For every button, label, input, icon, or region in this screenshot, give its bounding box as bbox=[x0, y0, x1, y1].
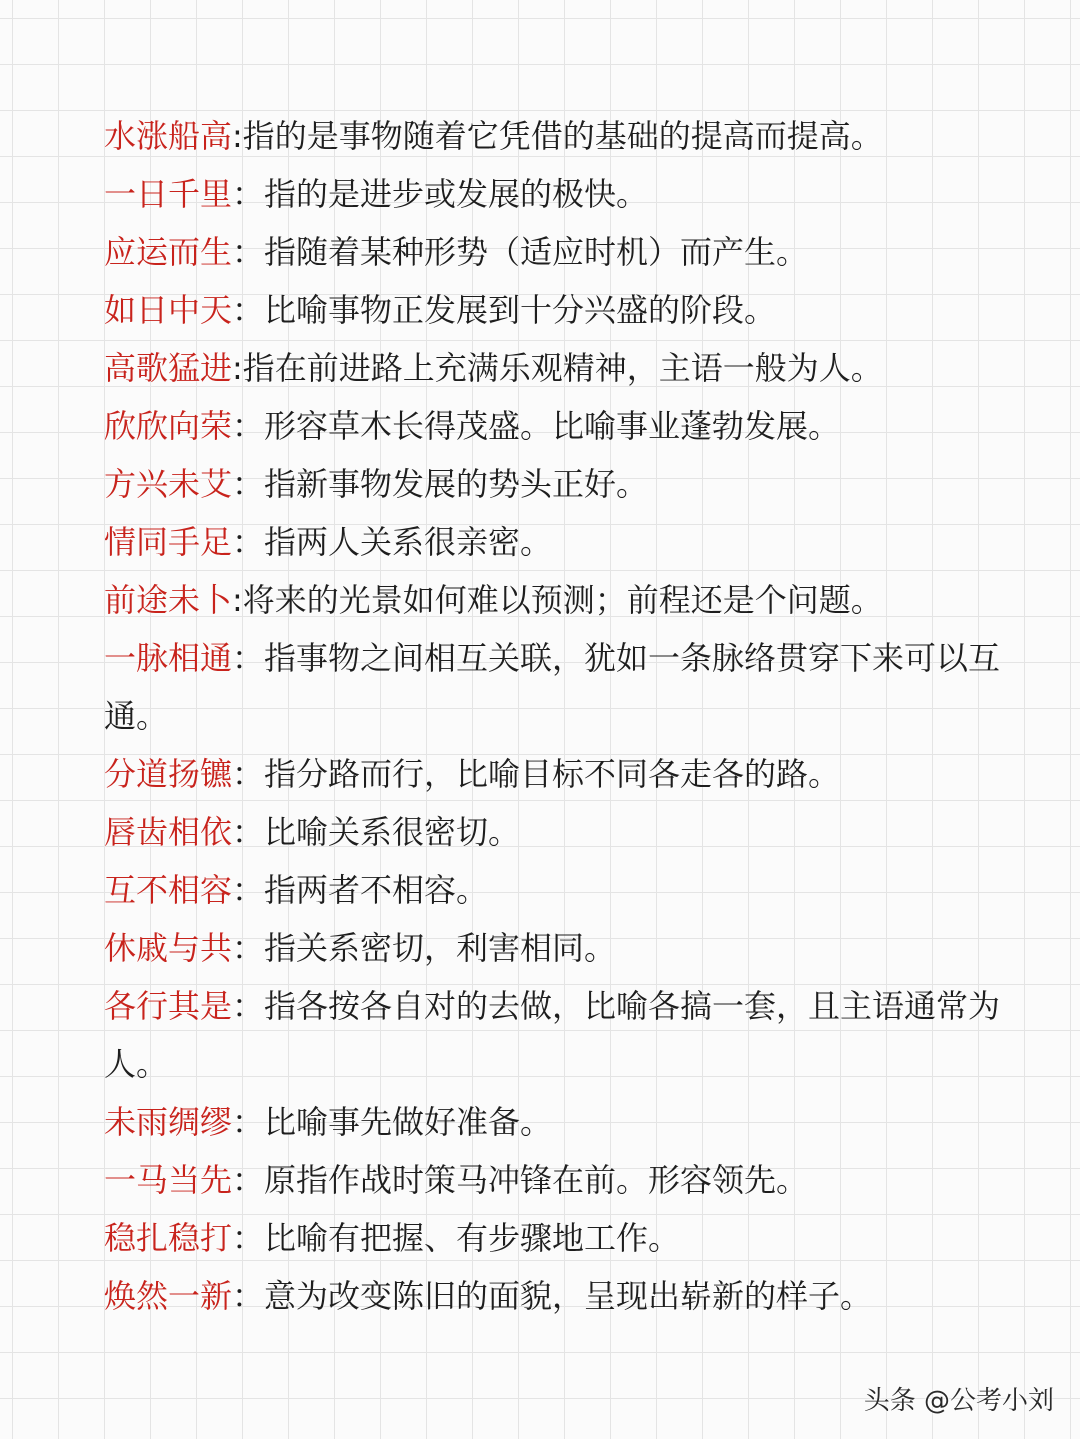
idiom-term: 一马当先 bbox=[104, 1161, 233, 1199]
idiom-separator: : bbox=[232, 349, 243, 387]
idiom-definition: 比喻事物正发展到十分兴盛的阶段。 bbox=[264, 291, 777, 329]
idiom-term: 方兴未艾 bbox=[104, 465, 233, 503]
idiom-entry bbox=[104, 107, 1004, 165]
idiom-entry bbox=[104, 223, 1004, 281]
idiom-definition: 指的是事物随着它凭借的基础的提高而提高。 bbox=[242, 117, 883, 155]
idiom-definition: 指分路而行，比喻目标不同各走各的路。 bbox=[264, 755, 841, 793]
idiom-separator: ： bbox=[232, 1277, 265, 1315]
idiom-entry bbox=[104, 339, 1004, 397]
idiom-definition: 指各按各自对的去做，比喻各搞一套，且主语通常为人。 bbox=[104, 987, 1001, 1083]
idiom-definition: 指在前进路上充满乐观精神，主语一般为人。 bbox=[242, 349, 883, 387]
idiom-separator: ： bbox=[232, 523, 265, 561]
idiom-definition: 指两者不相容。 bbox=[264, 871, 489, 909]
idiom-definition: 原指作战时策马冲锋在前。形容领先。 bbox=[264, 1161, 809, 1199]
idiom-term: 应运而生 bbox=[104, 233, 233, 271]
idiom-separator: ： bbox=[232, 987, 265, 1025]
idiom-term: 高歌猛进 bbox=[104, 349, 233, 387]
idiom-separator: : bbox=[232, 117, 243, 155]
idiom-entry bbox=[104, 629, 1004, 745]
idiom-separator: ： bbox=[232, 871, 265, 909]
idiom-definition: 将来的光景如何难以预测；前程还是个问题。 bbox=[242, 581, 883, 619]
idiom-term: 前途未卜 bbox=[104, 581, 233, 619]
idiom-definition: 指随着某种形势（适应时机）而产生。 bbox=[264, 233, 809, 271]
idiom-separator: ： bbox=[232, 1161, 265, 1199]
idiom-term: 焕然一新 bbox=[104, 1277, 233, 1315]
idiom-term: 分道扬镳 bbox=[104, 755, 233, 793]
idiom-entry bbox=[104, 165, 1004, 223]
idiom-entry bbox=[104, 1151, 1004, 1209]
idiom-entry bbox=[104, 803, 1004, 861]
idiom-separator: ： bbox=[232, 233, 265, 271]
idiom-entry bbox=[104, 571, 1004, 629]
idiom-separator: ： bbox=[232, 175, 265, 213]
idiom-separator: ： bbox=[232, 1219, 265, 1257]
idiom-definition: 指的是进步或发展的极快。 bbox=[264, 175, 649, 213]
idiom-separator: ： bbox=[232, 813, 265, 851]
idiom-separator: ： bbox=[232, 929, 265, 967]
idiom-entry bbox=[104, 745, 1004, 803]
idiom-entry bbox=[104, 397, 1004, 455]
idiom-entry bbox=[104, 513, 1004, 571]
idiom-term: 情同手足 bbox=[104, 523, 233, 561]
idiom-entry bbox=[104, 919, 1004, 977]
idiom-definition: 指事物之间相互关联，犹如一条脉络贯穿下来可以互通。 bbox=[104, 639, 1001, 735]
idiom-definition: 指新事物发展的势头正好。 bbox=[264, 465, 649, 503]
idiom-definition: 比喻事先做好准备。 bbox=[264, 1103, 553, 1141]
idiom-definition: 形容草木长得茂盛。比喻事业蓬勃发展。 bbox=[264, 407, 841, 445]
idiom-entry bbox=[104, 977, 1004, 1093]
watermark: 头条 @公考小刘 bbox=[863, 1386, 1054, 1416]
idiom-term: 如日中天 bbox=[104, 291, 233, 329]
idiom-term: 欣欣向荣 bbox=[104, 407, 233, 445]
idiom-separator: ： bbox=[232, 291, 265, 329]
idiom-term: 休戚与共 bbox=[104, 929, 233, 967]
idiom-term: 互不相容 bbox=[104, 871, 233, 909]
idiom-definition: 比喻关系很密切。 bbox=[264, 813, 521, 851]
idiom-term: 一日千里 bbox=[104, 175, 233, 213]
idiom-entry bbox=[104, 1267, 1004, 1325]
idiom-entry bbox=[104, 281, 1004, 339]
idiom-definition: 指两人关系很亲密。 bbox=[264, 523, 553, 561]
idiom-term: 一脉相通 bbox=[104, 639, 233, 677]
idiom-separator: ： bbox=[232, 1103, 265, 1141]
idiom-term: 水涨船高 bbox=[104, 117, 233, 155]
idiom-term: 各行其是 bbox=[104, 987, 233, 1025]
idiom-separator: ： bbox=[232, 465, 265, 503]
idiom-separator: ： bbox=[232, 639, 265, 677]
idiom-definition: 指关系密切，利害相同。 bbox=[264, 929, 617, 967]
idiom-separator: ： bbox=[232, 407, 265, 445]
idiom-definition: 比喻有把握、有步骤地工作。 bbox=[264, 1219, 681, 1257]
idiom-entry bbox=[104, 861, 1004, 919]
idiom-separator: ： bbox=[232, 755, 265, 793]
idiom-separator: : bbox=[232, 581, 243, 619]
idiom-entry bbox=[104, 1209, 1004, 1267]
idiom-term: 未雨绸缪 bbox=[104, 1103, 233, 1141]
idiom-definition: 意为改变陈旧的面貌，呈现出崭新的样子。 bbox=[264, 1277, 873, 1315]
idiom-entry bbox=[104, 455, 1004, 513]
idiom-list bbox=[104, 107, 1004, 1325]
idiom-entry bbox=[104, 1093, 1004, 1151]
idiom-term: 稳扎稳打 bbox=[104, 1219, 233, 1257]
idiom-term: 唇齿相依 bbox=[104, 813, 233, 851]
